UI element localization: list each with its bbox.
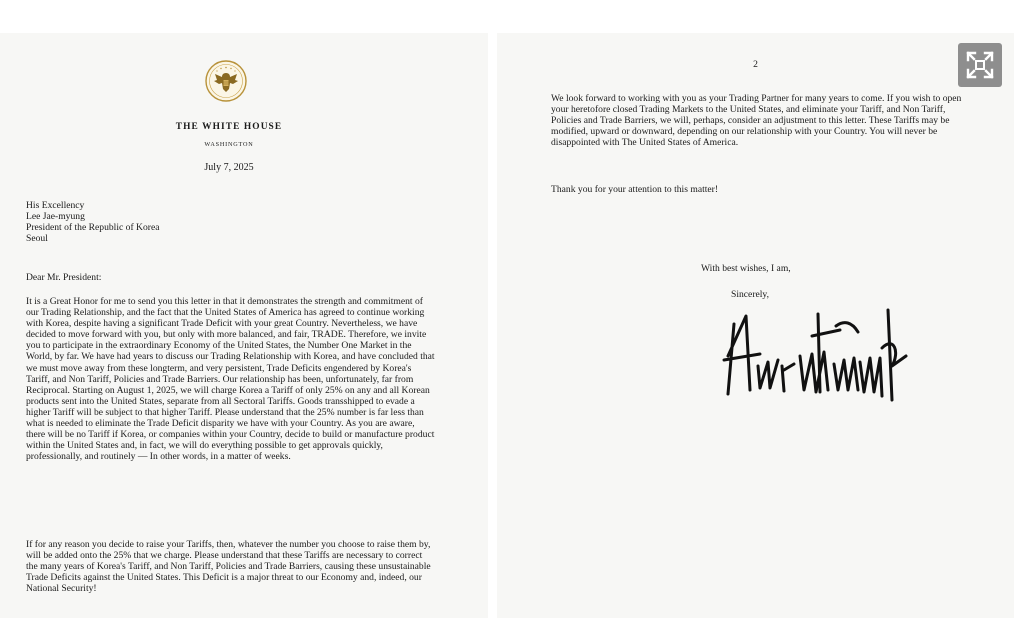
salutation: Dear Mr. President: [26,272,102,283]
body-paragraph-1: It is a Great Honor for me to send you this letter in that it demonstrates the strength and commitment of our Trading Relationship, and the fact that the United States of America has agreed to continue working with Korea, despite having a significant Trade Deficit with your great Country. Nevertheless, we have decided to move forward with you, but only with more balanced, and fair, TRADE. Therefore, we invite you to participate in the extraordinary Economy of the United States, the Number One Market in the World, by far. We have had years to discuss our Trading Relationship with Korea, and have concluded that we must move away from these longterm, and very persistent, Trade Deficits engendered by Korea's Tariff, and Non Tariff, Policies and Trade Barriers. Our relationship has been, unfortunately, far from Reciprocal. Starting on August 1, 2025, we will charge Korea a Tariff of only 25% on any and all Korean products sent into the United States, separate from all Sectoral Tariffs. Goods transshipped to evade a higher Tariff will be subject to that higher Tariff. Please understand that the 25% number is far less than what is needed to eliminate the Trade Deficit disparity we have with your Country. As you are aware, there will be no Tariff if Korea, or companies within your Country, decide to build or manufacture product within the United States and, in fact, we will do everything possible to get approvals quickly, professionally, and routinely — In other words, in a matter of weeks. [26,296,435,463]
body-paragraph-2: If for any reason you decide to raise your Tariffs, then, whatever the number you choose to raise them by, will be added onto the 25% that we charge. Please understand that these Tariffs are necessary to correct the many years of Korea's Tariff, and Non Tariff, Policies and Trade Barriers, causing these unsustainable Trade Deficits against the United States. This Deficit is a major threat to our Economy and, indeed, our National Security! [26,539,431,595]
signature-image [720,296,910,408]
presidential-seal-icon [205,60,247,102]
fullscreen-button[interactable] [958,43,1002,87]
letter-page-1 [0,33,488,618]
letterhead-title: THE WHITE HOUSE [175,122,283,132]
letter-date: July 7, 2025 [204,162,254,173]
sign-off: Sincerely, [731,289,770,300]
letter-page-2 [497,33,1014,618]
page-number: 2 [753,59,758,70]
closing-line: With best wishes, I am, [701,263,791,274]
fullscreen-expand-icon [965,50,995,80]
letterhead-city: WASHINGTON [204,141,254,148]
body-paragraph-4: Thank you for your attention to this matter! [551,184,719,195]
body-paragraph-3: We look forward to working with you as your Trading Partner for many years to come. If you wish to open your heretofore closed Trading Markets to the United States, and eliminate your Tariff, and Non Tariff, Policies and Trade Barriers, we will, perhaps, consider an adjustment to this letter. These Tariffs may be modified, upward or downward, depending on our relationship with your Country. You will never be disappointed with The United States of America. [551,93,962,149]
recipient-address: His Excellency Lee Jae-myung President of the Republic of Korea Seoul [26,200,160,245]
